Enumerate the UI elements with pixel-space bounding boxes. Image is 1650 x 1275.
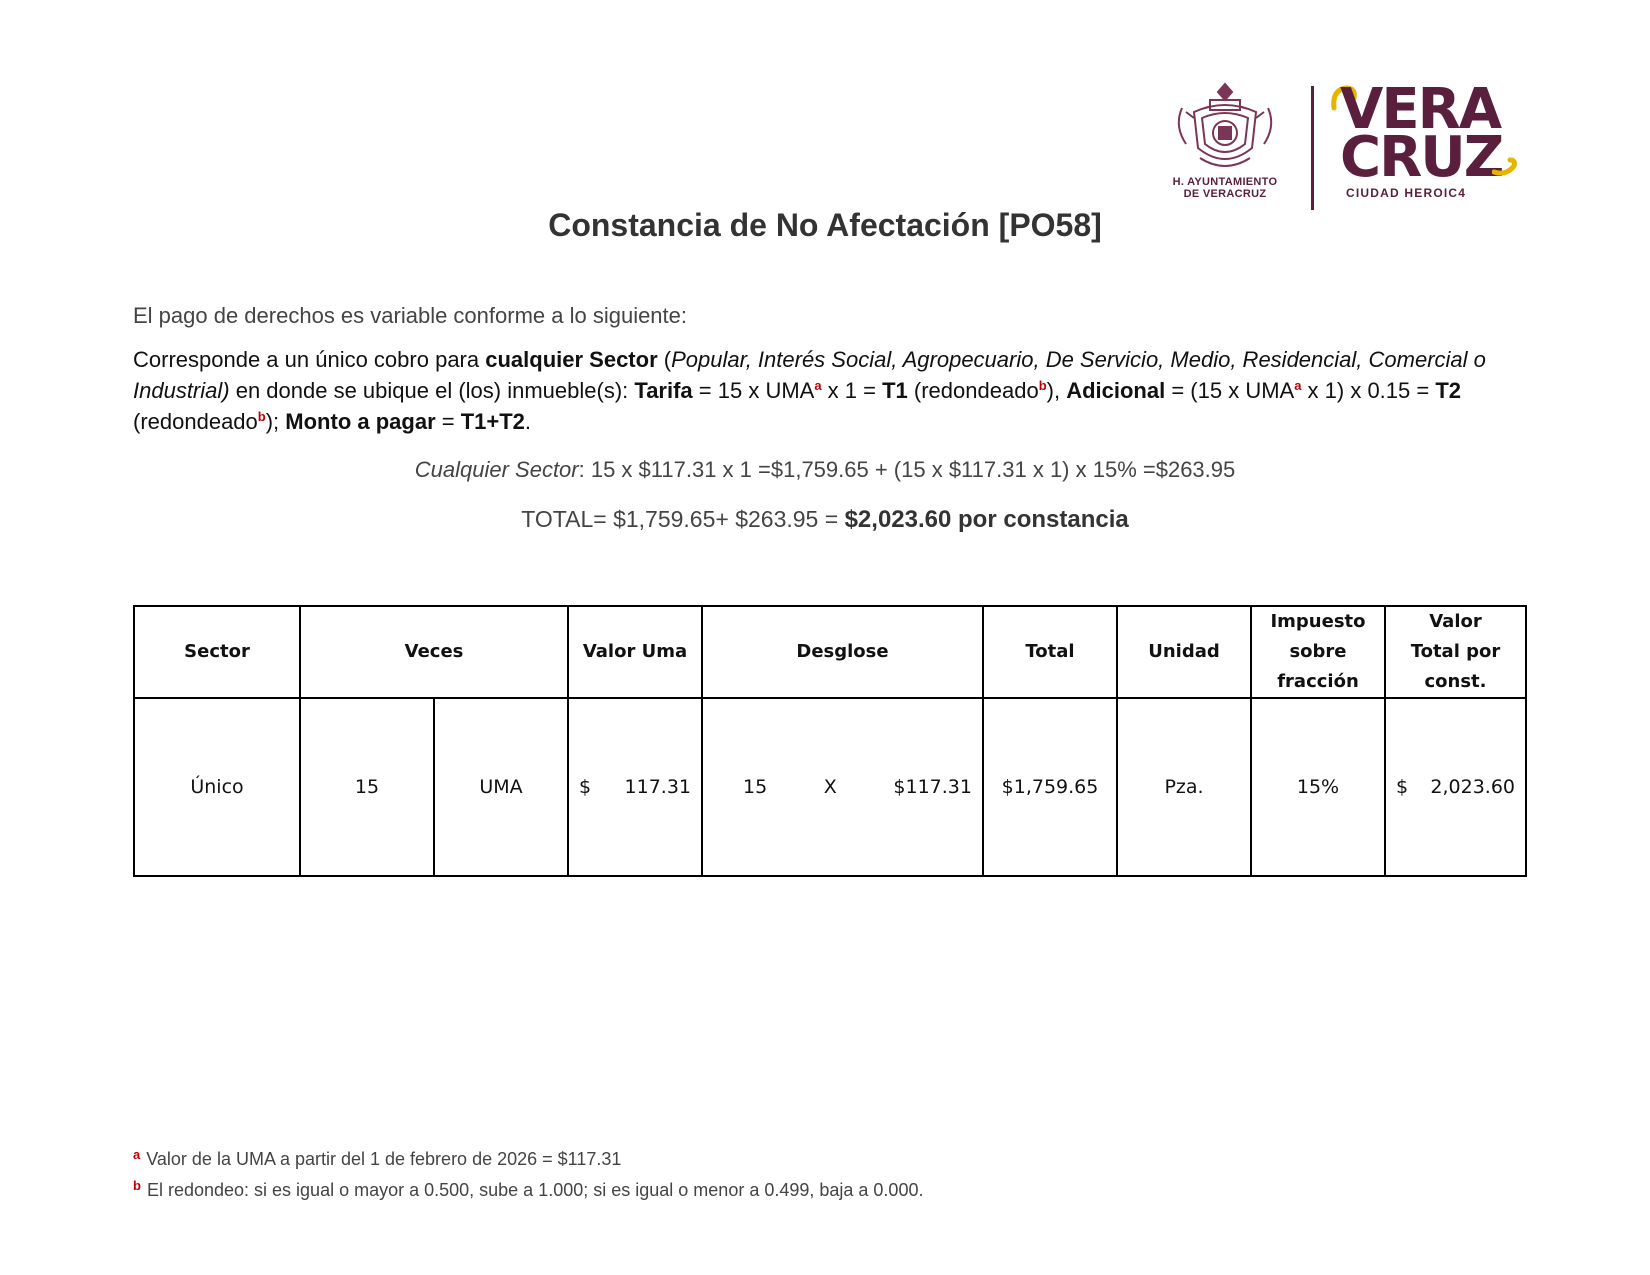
footnote-a	[133, 1147, 621, 1170]
desc-text: (redondeado	[907, 378, 1039, 403]
header-valor-uma: Valor Uma	[568, 606, 702, 698]
desglose-qty: 15	[743, 776, 768, 798]
brand-subtitle: CIUDAD HEROIC4	[1346, 186, 1467, 200]
total-prefix: TOTAL= $1,759.65+ $263.95 =	[521, 506, 845, 532]
footnote-mark-a: a	[133, 1147, 141, 1162]
valor-total-amount: 2,023.60	[1430, 776, 1515, 798]
desc-text: = 15 x UMA	[692, 378, 815, 403]
footnote-ref-a: a	[814, 378, 822, 393]
total-amount: $2,023.60 por constancia	[844, 506, 1129, 533]
header-sector: Sector	[134, 606, 300, 698]
desc-text: x 1) x 0.15 =	[1301, 378, 1436, 403]
table-header-row	[134, 606, 1526, 698]
desc-text: Corresponde a un único cobro para	[133, 347, 486, 372]
footnote-b	[133, 1178, 923, 1201]
cell-valor-total	[1385, 698, 1526, 876]
desc-text: .	[524, 409, 532, 434]
accent-tail-icon	[1492, 154, 1518, 178]
footnote-a-text: Valor de la UMA a partir del 1 de febrero de 2026 = $117.31	[146, 1149, 622, 1169]
footnote-ref-a: a	[1294, 378, 1302, 393]
header-desglose: Desglose	[702, 606, 983, 698]
city-seal-icon	[1160, 78, 1290, 176]
page-title: Constancia de No Afectación [PO58]	[548, 207, 1102, 243]
header-unidad: Unidad	[1117, 606, 1251, 698]
header-impuesto-line: Impuesto	[1270, 611, 1366, 632]
logo-divider	[1311, 86, 1314, 210]
header-valor-total	[1385, 606, 1526, 698]
desc-bold: Adicional	[1066, 378, 1166, 403]
header-valor-total-line: Valor	[1429, 611, 1482, 632]
desc-text: x 1 =	[821, 378, 883, 403]
cell-valor-uma	[568, 698, 702, 876]
fee-table	[133, 605, 1527, 877]
desc-text: =	[435, 409, 461, 434]
currency-sign: $	[579, 776, 592, 798]
cell-uma: UMA	[434, 698, 568, 876]
seal-caption-line1: H. AYUNTAMIENTO	[1172, 176, 1278, 188]
footnote-mark-b: b	[133, 1178, 141, 1193]
desc-bold: T2	[1435, 378, 1462, 403]
desc-bold: Monto a pagar	[285, 409, 436, 434]
desc-text: = (15 x UMA	[1165, 378, 1295, 403]
header-veces: Veces	[300, 606, 568, 698]
intro-text: El pago de derechos es variable conforme a lo siguiente:	[133, 303, 688, 328]
header-impuesto-line: fracción	[1277, 671, 1359, 692]
desglose-value: $117.31	[893, 776, 972, 798]
desc-bold: Tarifa	[634, 378, 693, 403]
desc-text: );	[265, 409, 286, 434]
desc-italic: Popular, Interés Social, Agropecuario, De Servicio, Medio, Residencial, Comercial o Industrial)	[133, 347, 1486, 403]
calc-label: Cualquier Sector	[414, 457, 579, 482]
header-valor-total-line: Total por	[1410, 641, 1501, 662]
currency-sign: $	[1396, 776, 1409, 798]
table-row	[134, 698, 1526, 876]
footnote-ref-b: b	[257, 409, 266, 424]
cell-unidad: Pza.	[1117, 698, 1251, 876]
desc-text: en donde se ubique el (los) inmueble(s):	[229, 378, 635, 403]
cell-impuesto: 15%	[1251, 698, 1385, 876]
description-paragraph	[133, 344, 1523, 437]
footnote-b-text: El redondeo: si es igual o mayor a 0.500, sube a 1.000; si es igual o menor a 0.499, baja a 0.000.	[146, 1180, 924, 1200]
calculation-line	[0, 457, 1650, 483]
veracruz-logo	[1160, 78, 1520, 214]
seal-caption	[1160, 176, 1290, 200]
brand-word-cruz: CRUZ	[1340, 125, 1503, 190]
cell-total: $1,759.65	[983, 698, 1117, 876]
header-impuesto	[1251, 606, 1385, 698]
brand-word-vera: VERA	[1340, 77, 1501, 142]
footnote-ref-b: b	[1038, 378, 1047, 393]
header-impuesto-line: sobre	[1289, 641, 1347, 662]
cell-desglose	[702, 698, 983, 876]
desc-text: ),	[1046, 378, 1067, 403]
desc-text: (redondeado	[133, 409, 258, 434]
desc-bold: cualquier Sector	[485, 347, 658, 372]
desglose-times: X	[823, 776, 837, 798]
cell-veces: 15	[300, 698, 434, 876]
desc-text: (	[657, 347, 672, 372]
total-line	[0, 506, 1650, 534]
desc-bold: T1	[882, 378, 908, 403]
valor-uma-amount: 117.31	[624, 776, 691, 798]
calc-formula: : 15 x $117.31 x 1 =$1,759.65 + (15 x $117.31 x 1) x 15% =$263.95	[578, 457, 1236, 482]
header-valor-total-line: const.	[1424, 671, 1487, 692]
seal-caption-line2: DE VERACRUZ	[1183, 188, 1267, 200]
desc-bold: T1+T2	[460, 409, 525, 434]
header-total: Total	[983, 606, 1117, 698]
cell-sector: Único	[134, 698, 300, 876]
